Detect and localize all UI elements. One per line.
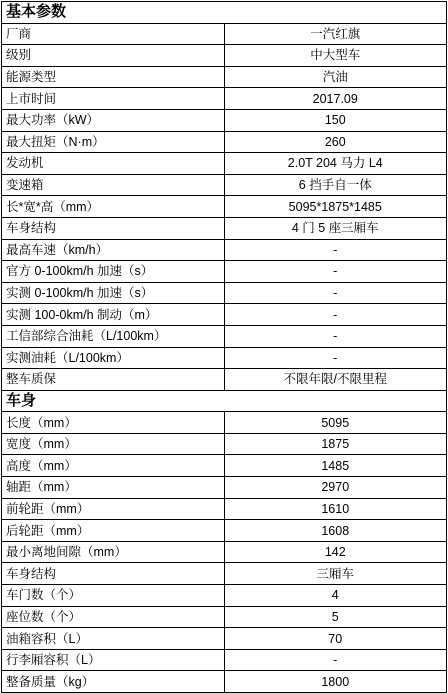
spec-label: 车身结构 — [2, 217, 225, 239]
table-row — [2, 45, 447, 67]
spec-table — [1, 1, 447, 693]
table-row — [2, 131, 447, 153]
section-header — [2, 2, 447, 24]
spec-label: 车门数（个） — [2, 585, 225, 607]
spec-value: 1610 — [224, 498, 447, 520]
spec-label: 厂商 — [2, 23, 225, 45]
table-row — [2, 369, 447, 391]
table-row — [2, 109, 447, 131]
table-row — [2, 649, 447, 671]
spec-label: 轴距（mm） — [2, 477, 225, 499]
spec-value: 260 — [224, 131, 447, 153]
spec-value: 6 挡手自一体 — [224, 174, 447, 196]
section-title: 车身 — [2, 390, 447, 412]
spec-label: 实测 100-0km/h 制动（m） — [2, 304, 225, 326]
table-row — [2, 88, 447, 110]
spec-label: 后轮距（mm） — [2, 520, 225, 542]
spec-value: 三厢车 — [224, 563, 447, 585]
spec-label: 油箱容积（L） — [2, 628, 225, 650]
spec-label: 发动机 — [2, 153, 225, 175]
spec-value: 中大型车 — [224, 45, 447, 67]
spec-value: - — [224, 649, 447, 671]
spec-value: 4 门 5 座三厢车 — [224, 217, 447, 239]
spec-label: 官方 0-100km/h 加速（s） — [2, 261, 225, 283]
section-title: 基本参数 — [2, 2, 447, 24]
spec-value: 2017.09 — [224, 88, 447, 110]
spec-value: 汽油 — [224, 66, 447, 88]
spec-label: 实测油耗（L/100km） — [2, 347, 225, 369]
spec-label: 宽度（mm） — [2, 433, 225, 455]
table-row — [2, 347, 447, 369]
spec-value: 70 — [224, 628, 447, 650]
table-row — [2, 196, 447, 218]
spec-label: 高度（mm） — [2, 455, 225, 477]
spec-label: 最大功率（kW） — [2, 109, 225, 131]
table-row — [2, 412, 447, 434]
spec-value: 1485 — [224, 455, 447, 477]
spec-label: 级别 — [2, 45, 225, 67]
table-row — [2, 606, 447, 628]
table-row — [2, 239, 447, 261]
table-row — [2, 477, 447, 499]
table-row — [2, 541, 447, 563]
spec-value: 150 — [224, 109, 447, 131]
spec-value: 1608 — [224, 520, 447, 542]
spec-value: 1800 — [224, 671, 447, 693]
table-row — [2, 282, 447, 304]
spec-value: 4 — [224, 585, 447, 607]
table-row — [2, 520, 447, 542]
table-row — [2, 455, 447, 477]
table-row — [2, 66, 447, 88]
table-row — [2, 304, 447, 326]
table-row — [2, 563, 447, 585]
spec-value: - — [224, 347, 447, 369]
spec-label: 前轮距（mm） — [2, 498, 225, 520]
spec-value: - — [224, 261, 447, 283]
spec-label: 长度（mm） — [2, 412, 225, 434]
spec-label: 变速箱 — [2, 174, 225, 196]
spec-label: 能源类型 — [2, 66, 225, 88]
spec-value: 142 — [224, 541, 447, 563]
table-row — [2, 498, 447, 520]
spec-label: 实测 0-100km/h 加速（s） — [2, 282, 225, 304]
table-row — [2, 585, 447, 607]
spec-label: 最高车速（km/h） — [2, 239, 225, 261]
table-row — [2, 325, 447, 347]
spec-value: 不限年限/不限里程 — [224, 369, 447, 391]
spec-label: 座位数（个） — [2, 606, 225, 628]
spec-value: 5095 — [224, 412, 447, 434]
spec-label: 整备质量（kg） — [2, 671, 225, 693]
table-row — [2, 671, 447, 693]
spec-value: 5 — [224, 606, 447, 628]
spec-label: 长*宽*高（mm） — [2, 196, 225, 218]
spec-label: 上市时间 — [2, 88, 225, 110]
spec-table-body — [2, 2, 447, 693]
spec-value: 1875 — [224, 433, 447, 455]
spec-label: 最大扭矩（N·m） — [2, 131, 225, 153]
spec-value: 一汽红旗 — [224, 23, 447, 45]
spec-label: 工信部综合油耗（L/100km） — [2, 325, 225, 347]
table-row — [2, 261, 447, 283]
table-row — [2, 174, 447, 196]
spec-value: 5095*1875*1485 — [224, 196, 447, 218]
spec-label: 车身结构 — [2, 563, 225, 585]
spec-value: 2.0T 204 马力 L4 — [224, 153, 447, 175]
table-row — [2, 153, 447, 175]
spec-value: 2970 — [224, 477, 447, 499]
table-row — [2, 23, 447, 45]
spec-label: 最小离地间隙（mm） — [2, 541, 225, 563]
table-row — [2, 628, 447, 650]
spec-value: - — [224, 282, 447, 304]
spec-label: 整车质保 — [2, 369, 225, 391]
spec-label: 行李厢容积（L） — [2, 649, 225, 671]
spec-value: - — [224, 239, 447, 261]
table-row — [2, 433, 447, 455]
spec-value: - — [224, 304, 447, 326]
section-header — [2, 390, 447, 412]
spec-value: - — [224, 325, 447, 347]
table-row — [2, 217, 447, 239]
